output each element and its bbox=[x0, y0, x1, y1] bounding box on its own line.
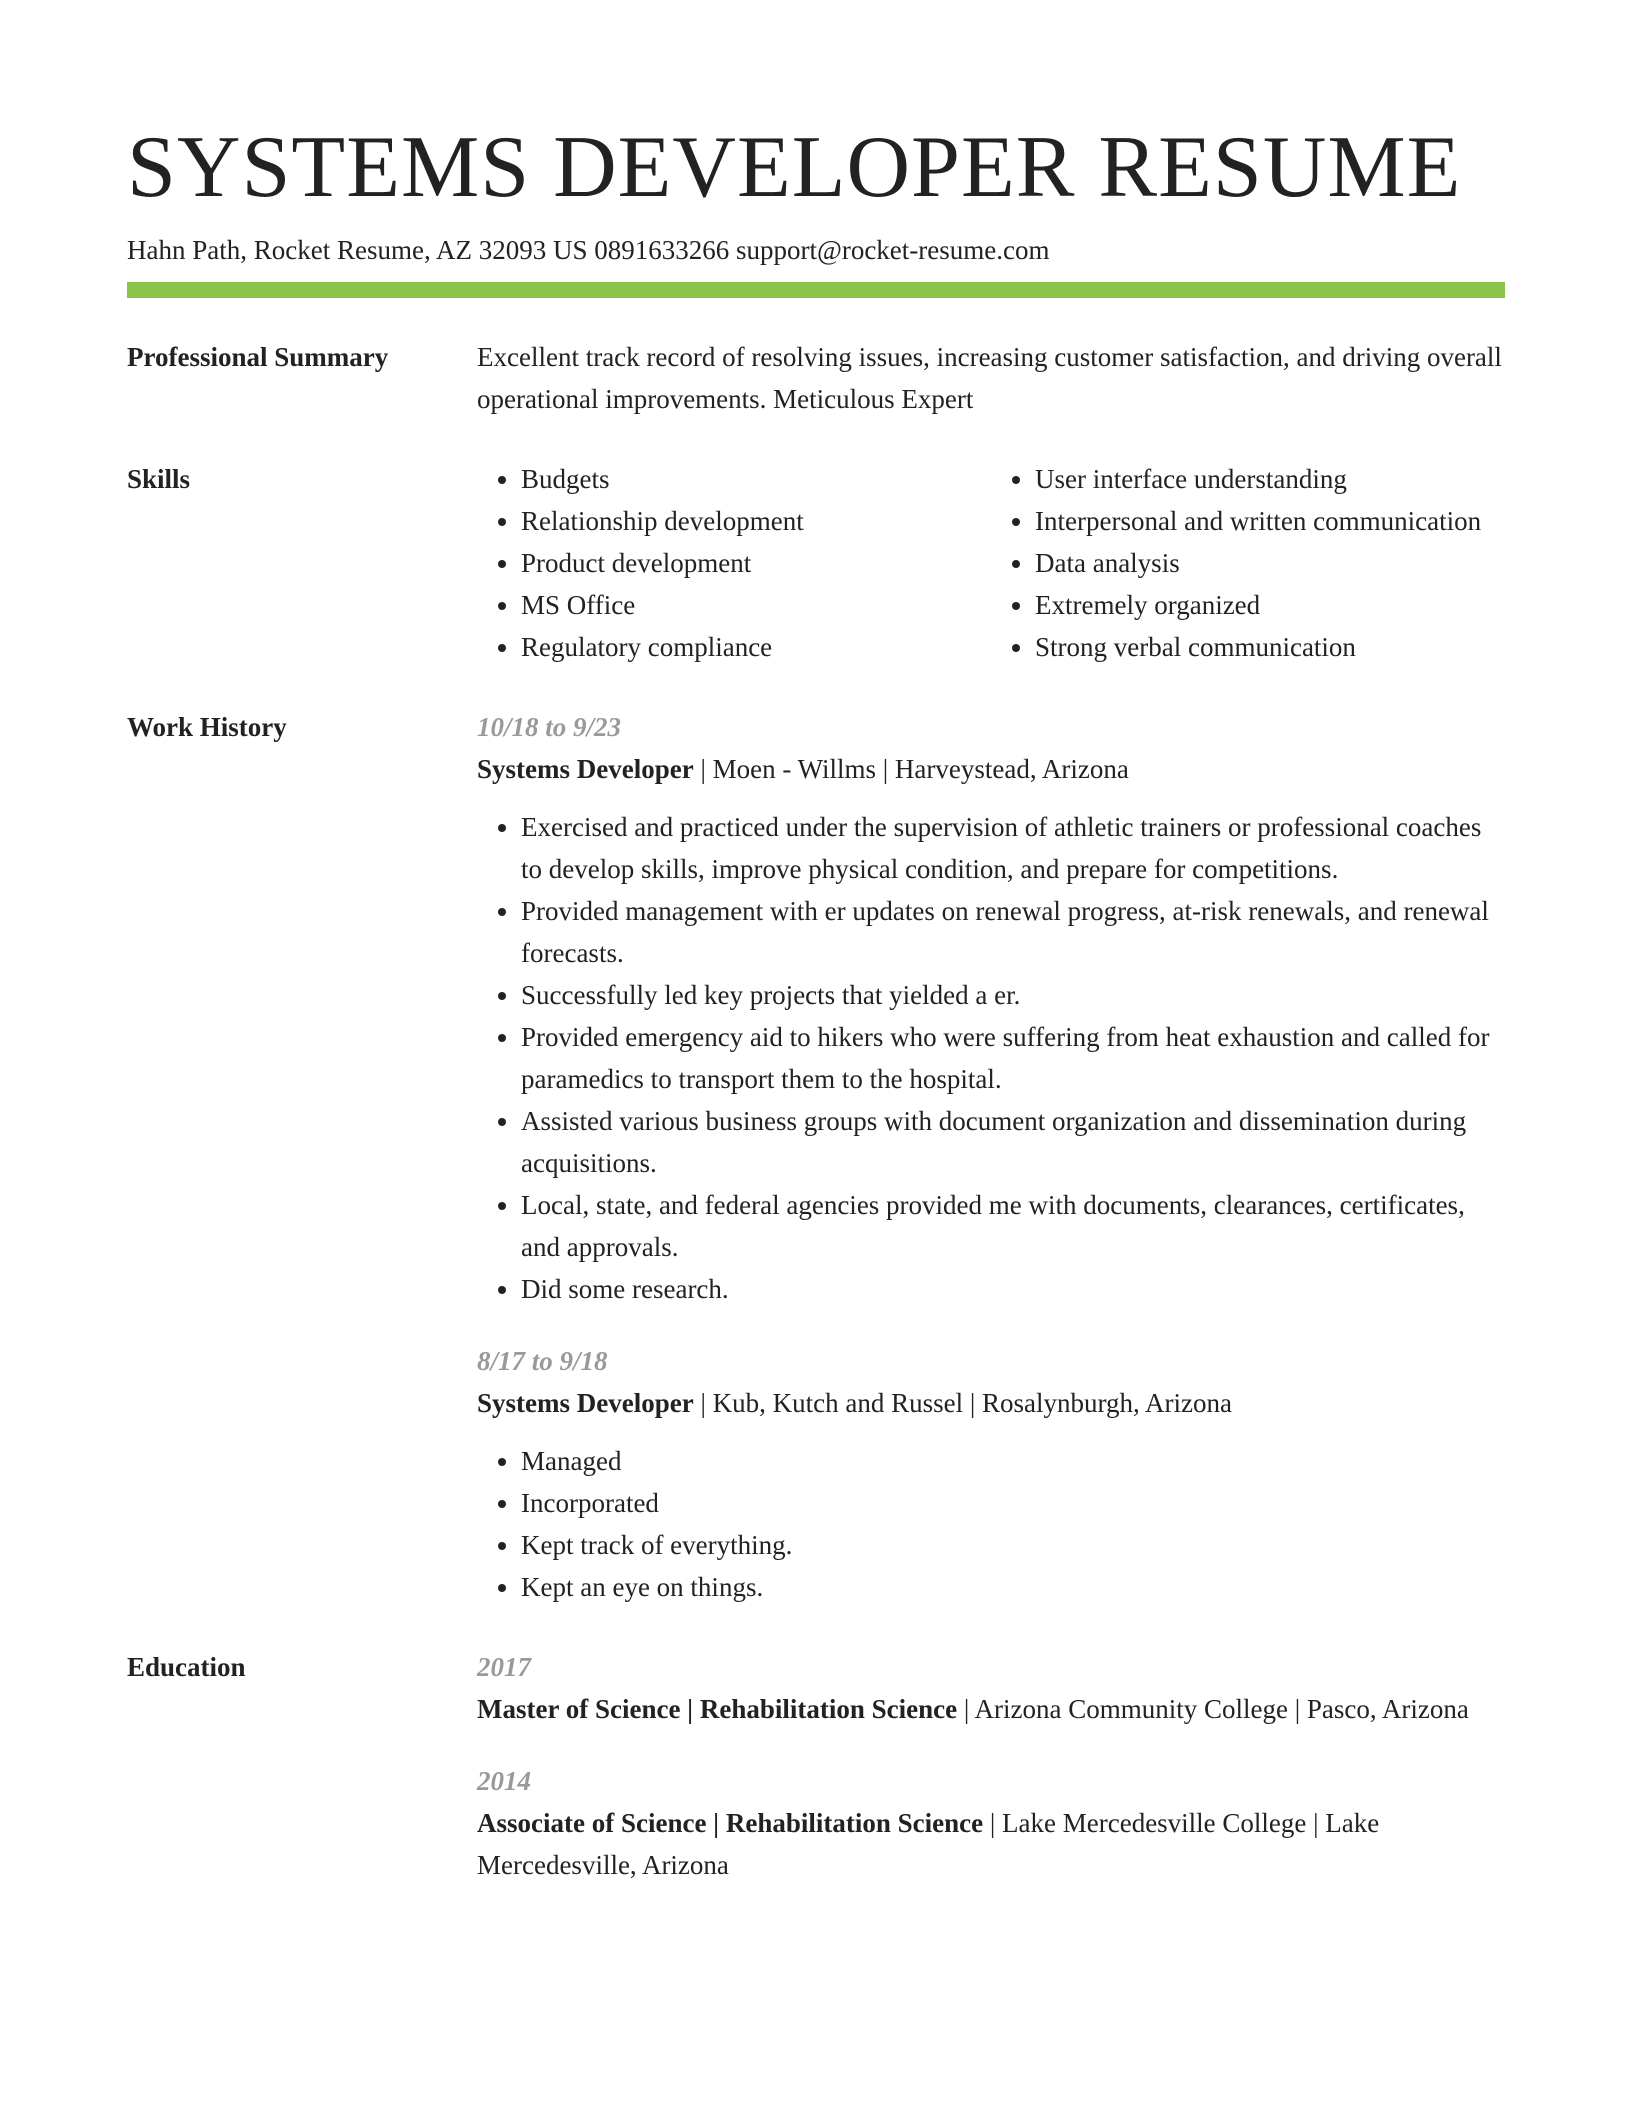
job-title: Systems Developer bbox=[477, 754, 694, 784]
skill-item: • Product development bbox=[521, 542, 991, 584]
job-bullet: • Provided emergency aid to hikers who were suffering from heat exhaustion and called for paramedics to transport them to the hospital. bbox=[521, 1016, 1505, 1100]
education-entry bbox=[477, 1646, 1505, 1730]
accent-divider bbox=[127, 282, 1505, 298]
job-bullet: • Local, state, and federal agencies provided me with documents, clearances, certificates, and approvals. bbox=[521, 1184, 1505, 1268]
skill-item: • Strong verbal communication bbox=[1035, 626, 1505, 668]
job-title: Systems Developer bbox=[477, 1388, 694, 1418]
job-bullets bbox=[477, 1440, 1505, 1608]
job-dates: 10/18 to 9/23 bbox=[477, 712, 622, 742]
skill-item: • Data analysis bbox=[1035, 542, 1505, 584]
education-year: 2014 bbox=[477, 1766, 531, 1796]
job-bullet: • Managed bbox=[521, 1440, 1505, 1482]
skills-list-left bbox=[477, 458, 991, 668]
education-section bbox=[127, 1646, 1505, 1886]
job-entry bbox=[477, 1340, 1505, 1608]
work-heading: Work History bbox=[127, 712, 287, 742]
job-details: | Kub, Kutch and Russel | Rosalynburgh, Arizona bbox=[693, 1388, 1232, 1418]
job-bullet: • Kept track of everything. bbox=[521, 1524, 1505, 1566]
summary-heading: Professional Summary bbox=[127, 342, 389, 372]
skill-item: • Interpersonal and written communication bbox=[1035, 500, 1505, 542]
summary-text: Excellent track record of resolving issues, increasing customer satisfaction, and driving overall operational improvements. Meticulous Expert bbox=[477, 342, 1502, 414]
job-entry bbox=[477, 706, 1505, 1310]
skills-section bbox=[127, 458, 1505, 668]
job-bullet: • Did some research. bbox=[521, 1268, 1505, 1310]
resume-title: SYSTEMS DEVELOPER RESUME bbox=[127, 119, 1462, 216]
skill-item: • Budgets bbox=[521, 458, 991, 500]
education-line bbox=[477, 1802, 1505, 1886]
education-line bbox=[477, 1688, 1505, 1730]
job-bullet: • Exercised and practiced under the supervision of athletic trainers or professional coaches to develop skills, improve physical condition, and prepare for competitions. bbox=[521, 806, 1505, 890]
skill-item: • User interface understanding bbox=[1035, 458, 1505, 500]
skills-heading: Skills bbox=[127, 464, 191, 494]
degree: Master of Science | Rehabilitation Science bbox=[477, 1694, 958, 1724]
degree: Associate of Science | Rehabilitation Science bbox=[477, 1808, 984, 1838]
skill-item: • Relationship development bbox=[521, 500, 991, 542]
skill-item: • Regulatory compliance bbox=[521, 626, 991, 668]
job-header bbox=[477, 1382, 1505, 1424]
education-details: | Lake Mercedesville College | Lake Mercedesville, Arizona bbox=[477, 1808, 1380, 1880]
summary-section bbox=[127, 336, 1505, 420]
education-details: | Arizona Community College | Pasco, Arizona bbox=[957, 1694, 1469, 1724]
work-section bbox=[127, 706, 1505, 1608]
skills-list-right bbox=[991, 458, 1505, 668]
job-bullets bbox=[477, 806, 1505, 1310]
job-bullet: • Provided management with er updates on renewal progress, at-risk renewals, and renewal forecasts. bbox=[521, 890, 1505, 974]
job-dates: 8/17 to 9/18 bbox=[477, 1346, 608, 1376]
contact-line: Hahn Path, Rocket Resume, AZ 32093 US 0891633266 support@rocket-resume.com bbox=[127, 235, 1050, 265]
education-entry bbox=[477, 1760, 1505, 1886]
job-header bbox=[477, 748, 1505, 790]
job-bullet: • Successfully led key projects that yielded a er. bbox=[521, 974, 1505, 1016]
job-bullet: • Assisted various business groups with document organization and dissemination during acquisitions. bbox=[521, 1100, 1505, 1184]
job-details: | Moen - Willms | Harveystead, Arizona bbox=[693, 754, 1129, 784]
job-bullet: • Incorporated bbox=[521, 1482, 1505, 1524]
skill-item: • Extremely organized bbox=[1035, 584, 1505, 626]
skill-item: • MS Office bbox=[521, 584, 991, 626]
education-heading: Education bbox=[127, 1652, 246, 1682]
job-bullet: • Kept an eye on things. bbox=[521, 1566, 1505, 1608]
education-year: 2017 bbox=[477, 1652, 531, 1682]
